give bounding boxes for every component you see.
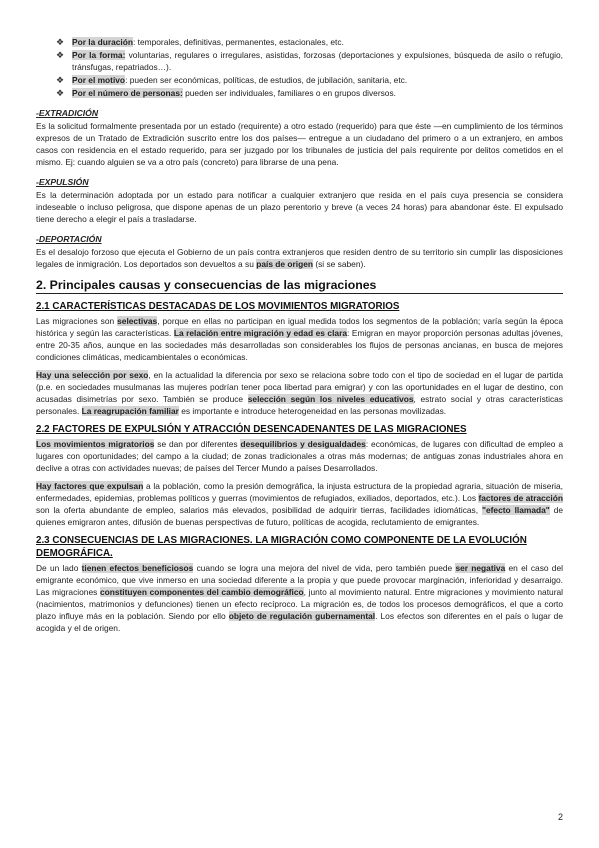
diamond-bullet-icon: ❖ (56, 50, 65, 60)
section-2-2-paragraph-1: Los movimientos migratorios se dan por diferentes desequilibrios y desigualdades: económicas, de lugares con dificultad de empleo a lugares con oportunidades; del campo a la ciudad; de zonas tradicionales a otras más modernas; de antiguas zonas industriales ahora en declive a otras con actividades nuevas; de países del Tercer Mundo a países Desarrollados. (36, 439, 563, 473)
list-item: ❖ Por la forma: voluntarias, regulares o irregulares, asistidas, forzosas (deportaciones y expulsiones, búsqueda de asilo o refugio, tránsfugas, repatriados…). (56, 50, 563, 72)
list-item: ❖ Por el motivo: pueden ser económicas, políticas, de estudios, de jubilación, sanitaria, etc. (56, 75, 408, 85)
list-item: ❖ Por el número de personas: pueden ser individuales, familiares o en grupos diversos. (56, 88, 396, 98)
section-2-title: 2. Principales causas y consecuencias de las migraciones (36, 278, 563, 294)
section-2-2-paragraph-2: Hay factores que expulsan a la población, como la presión demográfica, la injusta estructura de la propiedad agraria, situación de miseria, enfermedades, epidemias, problemas políticos y guerras (movimientos de refugiados, exiliados, deportados, etc.). Los factores de atracción son la oferta abundante de empleo, salarios más elevados, posibilidad de adquirir tierras, facilidades idiomáticas, "efecto llamada" de quienes emigraron antes, difusión de buenas perspectivas de futuro, políticas de acogida, reclutamiento de emigrantes. (36, 481, 564, 527)
page-number: 2 (557, 812, 563, 822)
extradicion-heading: -EXTRADICIÓN (36, 108, 99, 118)
deportacion-heading: -DEPORTACIÓN (36, 234, 102, 244)
extradicion-text: Es la solicitud formalmente presentada por un estado (requirente) a otro estado (requerido) para que éste —en cumplimiento de los términos expresos de un Tratado de Extradición suscrito entre los dos países— entregue a un ciudadano del primero o a un extranjero, en ambos casos con residencia en el estado requerido, para ser juzgado por los tribunales de justicia del país requirente por delitos cometidos en el mismo. Ej: cuando alguien se va a otro país (concreto) para librarse de una pena. (36, 121, 563, 167)
list-item: ❖ Por la duración: temporales, definitivas, permanentes, estacionales, etc. (56, 37, 344, 47)
section-2-2-title: 2.2 FACTORES DE EXPULSIÓN Y ATRACCIÓN DESENCADENANTES DE LAS MIGRACIONES (36, 424, 467, 435)
diamond-bullet-icon: ❖ (56, 75, 65, 85)
expulsion-heading: -EXPULSIÓN (36, 177, 89, 187)
section-2-1-paragraph-1: Las migraciones son selectivas, porque en ellas no participan en igual medida todos los segmentos de la población; varía según la época histórica y según las características. La relación entre migración y edad es clara: Emigran en mayor proporción personas adultas jóvenes, entre 20-35 años, aunque en las sociedades más desarrolladas son considerables los flujos de personas ancianas, en busca de mejores condiciones climáticas, medicambientales o económicas. (36, 316, 563, 362)
section-2-1-paragraph-2: Hay una selección por sexo, en la actualidad la diferencia por sexo se relaciona sobre todo con el tipo de sociedad en el lugar de partida (p.e. en sociedades musulmanas las mujeres podrían tener poca libertad para emigrar) y con las oportunidades en el lugar de destino, con acusadas disimetrías por sexo. También se produce selección según los niveles educativos, estrato social y otras características personales. La reagrupación familiar es importante e introduce heterogeneidad en las personas movilizadas. (36, 370, 563, 416)
section-2-3-paragraph: De un lado tienen efectos beneficiosos cuando se logra una mejora del nivel de vida, pero también puede ser negativa en el caso del emigrante económico, que vive inmerso en una sociedad diferente a la propia y que puede provocar marginación, inferioridad y desarraigo. Las migraciones constituyen componentes del cambio demográfico, junto al movimiento natural. Entre migraciones y movimiento natural (nacimientos, matrimonios y defunciones) tienen un efecto recíproco. La migración es, de todos los procesos demográficos, el que a corto plazo influye más en la población. Siendo por ello objeto de regulación gubernamental. Los efectos son diferentes en el país o lugar de acogida y el de origen. (36, 563, 564, 633)
section-2-1-title: 2.1 CARACTERÍSTICAS DESTACADAS DE LOS MOVIMIENTOS MIGRATORIOS (36, 301, 400, 312)
diamond-bullet-icon: ❖ (56, 37, 65, 47)
classification-list (56, 36, 563, 99)
expulsion-text: Es la determinación adoptada por un estado para notificar a cualquier extranjero que resida en el país cuya presencia se considera indeseable o incluso peligrosa, que dispone apenas de un plazo perentorio y breve (a veces 24 horas) para abandonar éste. El expulsado tiene derecho a elegir el país a trasladarse. (36, 190, 563, 224)
section-2-3-title: 2.3 CONSECUENCIAS DE LAS MIGRACIONES. LA MIGRACIÓN COMO COMPONENTE DE LA EVOLUCIÓN DEMOGRÁFICA. (36, 535, 527, 559)
diamond-bullet-icon: ❖ (56, 88, 65, 98)
deportacion-text: Es el desalojo forzoso que ejecuta el Gobierno de un país contra extranjeros que residen dentro de su territorio sin cumplir las disposiciones legales de inmigración. Los deportados son devueltos a su país de origen (si se saben). (36, 247, 563, 269)
